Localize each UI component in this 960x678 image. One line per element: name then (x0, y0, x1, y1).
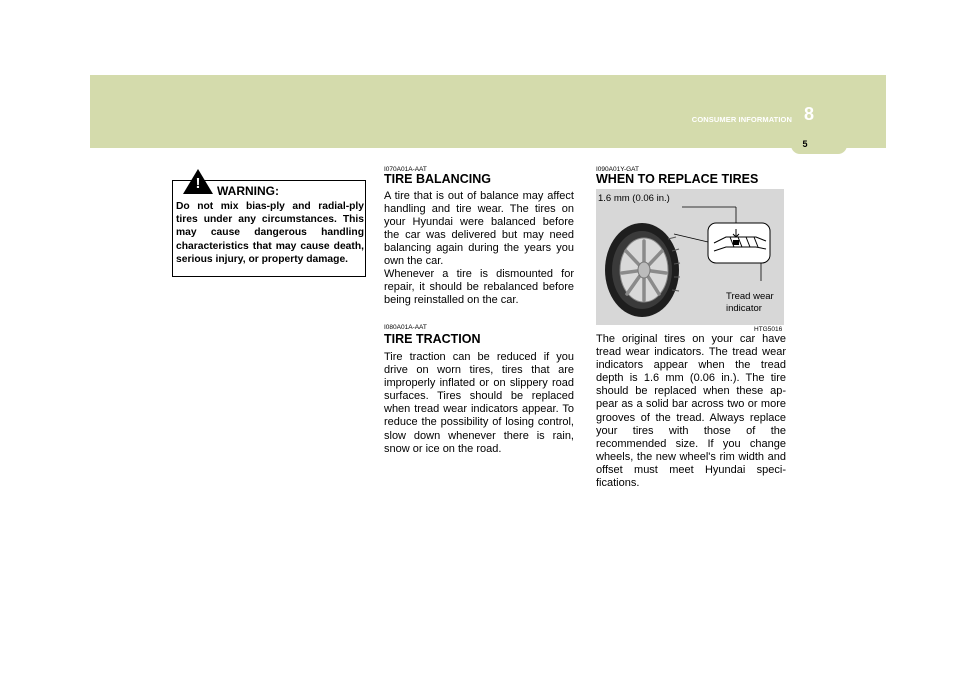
tire-traction-heading: TIRE TRACTION (384, 332, 481, 346)
tire-balancing-code: I070A01A-AAT (384, 166, 427, 173)
warning-exclamation: ! (195, 175, 201, 192)
header-band (90, 75, 886, 148)
replace-tires-paragraph: The original tires on your car have tread wear indicators. The tread wear indicators appear when the tread depth is 1.6 mm (0.06 in.). The tire should be replaced when these ap-pear as a solid bar across two or more grooves of the tread. Always replace your tires with those of the recommended size. If you change wheels, the new wheel's rim width and offset must meet Hyundai speci-fications. (596, 333, 786, 490)
tire-balancing-paragraph-1: A tire that is out of balance may affect handling and tire wear. The tires on your Hyundai were balanced before the car was delivered but may need balancing again during the years you own the car. (384, 190, 574, 268)
tire-traction-paragraph: Tire traction can be reduced if you drive on worn tires, tires that are improperly inflated or on slippery road surfaces. Tires should be replaced when tread wear indicators appear. To reduce the possibility of losing control, slow down whenever there is rain, snow or ice on the road. (384, 351, 574, 455)
page-number: 5 (802, 139, 808, 149)
tire-balancing-heading: TIRE BALANCING (384, 172, 491, 186)
chapter-number: 8 (803, 104, 814, 124)
figure-code: HTG5016 (754, 326, 783, 333)
replace-tires-heading: WHEN TO REPLACE TIRES (596, 172, 759, 186)
replace-tires-code: I090A01Y-GAT (596, 166, 639, 173)
tire-traction-code: I080A01A-AAT (384, 324, 427, 331)
indicator-label-line1: Tread wear (726, 291, 774, 302)
tread-bar-indicator (733, 240, 739, 245)
warning-text: Do not mix bias-ply and radial-ply tires under any circumstances. This may cause dangerous handling characteristics that may cause death, serious injury, or property damage. (176, 201, 364, 265)
section-title: CONSUMER INFORMATION (691, 115, 792, 124)
indicator-label-line2: indicator (726, 303, 762, 314)
warning-title: WARNING: (217, 184, 279, 198)
depth-label: 1.6 mm (0.06 in.) (598, 193, 670, 204)
tire-balancing-paragraph-2: Whenever a tire is dismounted for repair, it should be rebalanced before being reinstalled on the car. (384, 268, 574, 307)
